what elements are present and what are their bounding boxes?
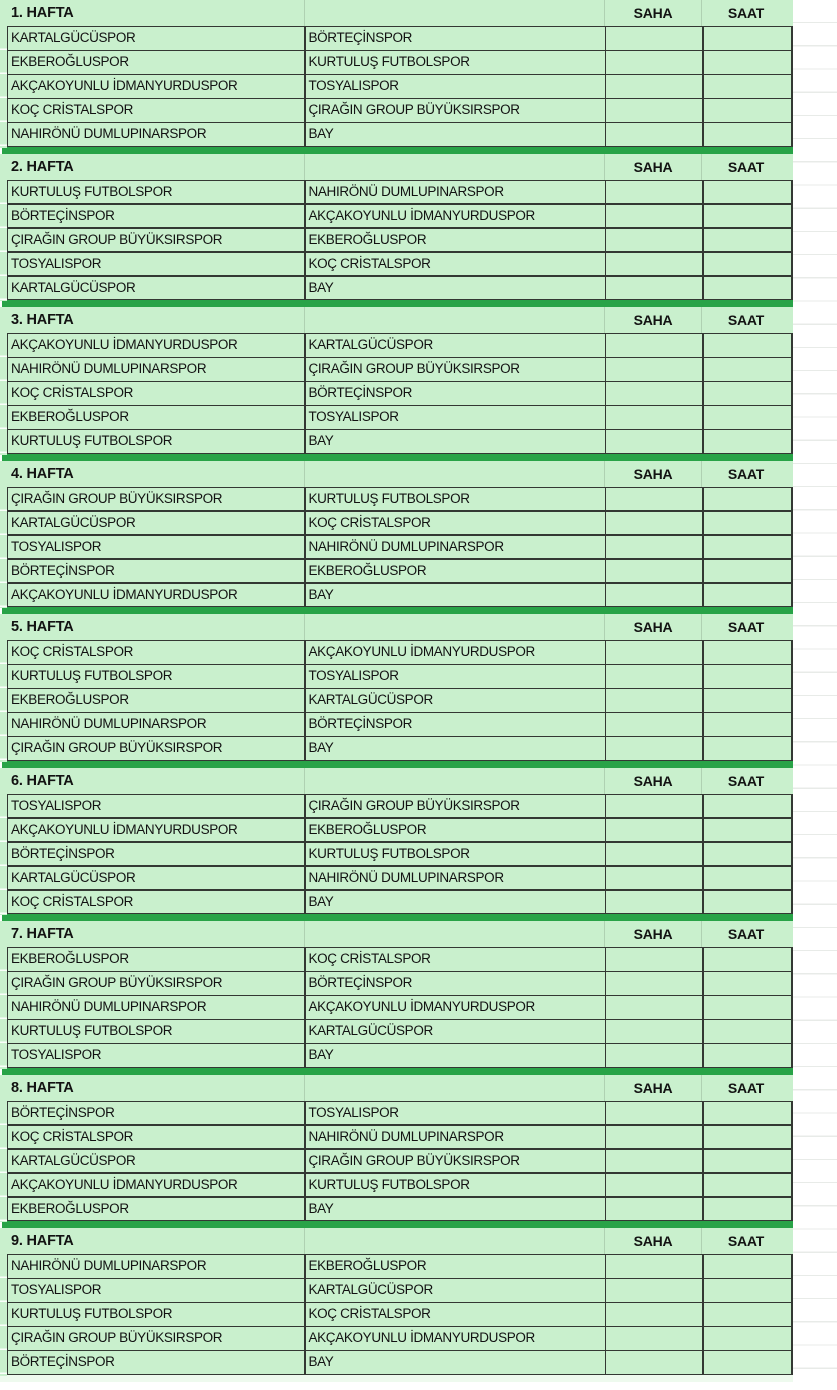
saat-cell[interactable] bbox=[704, 737, 792, 760]
week-separator-bar bbox=[2, 914, 793, 921]
home-team-cell[interactable]: EKBEROĞLUSPOR bbox=[8, 51, 304, 74]
saha-cell[interactable] bbox=[606, 819, 702, 842]
saha-cell[interactable] bbox=[606, 536, 702, 559]
away-team-cell[interactable]: TOSYALISPOR bbox=[306, 665, 605, 688]
left-margin-column bbox=[0, 333, 7, 455]
saat-column-header: SAAT bbox=[727, 619, 765, 635]
saat-column-header: SAAT bbox=[727, 465, 765, 482]
left-margin-column bbox=[0, 26, 7, 148]
saha-cell[interactable] bbox=[606, 1126, 702, 1149]
away-team-cell[interactable]: AKÇAKOYUNLU İDMANYURDUSPOR bbox=[306, 641, 605, 664]
away-team-cell[interactable]: BAY bbox=[306, 430, 605, 453]
away-team-cell[interactable]: KURTULUŞ FUTBOLSPOR bbox=[306, 843, 605, 866]
saha-cell[interactable] bbox=[606, 488, 702, 511]
saha-cell[interactable] bbox=[606, 795, 702, 818]
home-team-cell[interactable]: KARTALGÜCÜSPOR bbox=[8, 867, 304, 890]
saat-cell[interactable] bbox=[704, 51, 792, 74]
saha-cell[interactable] bbox=[606, 1351, 702, 1374]
saat-cell[interactable] bbox=[704, 996, 792, 1019]
away-team-cell[interactable]: BAY bbox=[306, 891, 605, 914]
home-team-cell[interactable]: NAHIRÖNÜ DUMLUPINARSPOR bbox=[8, 123, 304, 146]
week-rows bbox=[7, 26, 793, 147]
home-team-cell[interactable]: KOÇ CRİSTALSPOR bbox=[8, 99, 304, 122]
home-team-cell[interactable]: KOÇ CRİSTALSPOR bbox=[8, 891, 304, 914]
saat-cell[interactable] bbox=[704, 1255, 792, 1278]
week-header-row[interactable] bbox=[0, 307, 793, 333]
saat-cell[interactable] bbox=[704, 382, 792, 405]
saat-cell[interactable] bbox=[704, 1351, 792, 1374]
saat-cell[interactable] bbox=[704, 27, 792, 50]
saha-cell[interactable] bbox=[606, 205, 702, 228]
saha-cell[interactable] bbox=[606, 737, 702, 760]
saat-cell[interactable] bbox=[704, 1102, 792, 1125]
saat-cell[interactable] bbox=[704, 75, 792, 98]
week-header-row[interactable] bbox=[0, 614, 793, 640]
away-team-cell[interactable]: KURTULUŞ FUTBOLSPOR bbox=[306, 51, 605, 74]
home-team-cell[interactable]: BÖRTEÇİNSPOR bbox=[8, 1102, 304, 1125]
home-team-cell[interactable]: KOÇ CRİSTALSPOR bbox=[8, 641, 304, 664]
saha-cell[interactable] bbox=[606, 430, 702, 453]
saat-cell[interactable] bbox=[704, 334, 792, 357]
week-block bbox=[0, 614, 793, 768]
saat-cell[interactable] bbox=[704, 430, 792, 453]
saha-cell[interactable] bbox=[606, 996, 702, 1019]
week-separator-bar bbox=[2, 607, 793, 614]
week-rows bbox=[7, 1254, 793, 1375]
week-separator-bar bbox=[2, 147, 793, 154]
saat-cell[interactable] bbox=[704, 229, 792, 252]
away-team-cell[interactable]: KARTALGÜCÜSPOR bbox=[306, 1020, 605, 1043]
saha-cell[interactable] bbox=[606, 1020, 702, 1043]
left-margin-column bbox=[0, 640, 7, 762]
week-title: 7. HAFTA bbox=[11, 926, 74, 942]
saha-cell[interactable] bbox=[606, 406, 702, 429]
week-rows bbox=[7, 333, 793, 454]
week-block bbox=[0, 1228, 793, 1382]
home-team-cell[interactable]: BÖRTEÇİNSPOR bbox=[8, 1351, 304, 1374]
away-team-cell[interactable]: KOÇ CRİSTALSPOR bbox=[306, 948, 605, 971]
saat-cell[interactable] bbox=[704, 795, 792, 818]
away-team-cell[interactable]: KOÇ CRİSTALSPOR bbox=[306, 512, 605, 535]
week-block bbox=[0, 921, 793, 1075]
saat-cell[interactable] bbox=[704, 1279, 792, 1302]
saat-column-header: SAAT bbox=[727, 1233, 765, 1249]
week-rows bbox=[7, 1101, 793, 1222]
home-team-cell[interactable]: KURTULUŞ FUTBOLSPOR bbox=[8, 430, 304, 453]
saha-cell[interactable] bbox=[606, 253, 702, 276]
away-team-cell[interactable]: ÇIRAĞIN GROUP BÜYÜKSIRSPOR bbox=[306, 358, 605, 381]
saat-cell[interactable] bbox=[704, 123, 792, 146]
home-team-cell[interactable]: TOSYALISPOR bbox=[8, 536, 304, 559]
week-header-row[interactable] bbox=[0, 1075, 793, 1101]
saha-cell[interactable] bbox=[606, 229, 702, 252]
away-team-cell[interactable]: BÖRTEÇİNSPOR bbox=[306, 382, 605, 405]
home-team-cell[interactable]: NAHIRÖNÜ DUMLUPINARSPOR bbox=[8, 996, 304, 1019]
away-team-cell[interactable]: ÇIRAĞIN GROUP BÜYÜKSIRSPOR bbox=[306, 99, 605, 122]
left-margin-column bbox=[0, 947, 7, 1069]
away-team-cell[interactable]: KOÇ CRİSTALSPOR bbox=[306, 1303, 605, 1326]
home-team-cell[interactable]: TOSYALISPOR bbox=[8, 1279, 304, 1302]
saha-column-header: SAHA bbox=[633, 312, 673, 328]
away-team-cell[interactable]: BÖRTEÇİNSPOR bbox=[306, 972, 605, 995]
away-team-cell[interactable]: EKBEROĞLUSPOR bbox=[306, 560, 605, 583]
saha-cell[interactable] bbox=[606, 181, 702, 204]
saat-column-header: SAAT bbox=[727, 1079, 765, 1096]
away-team-cell[interactable]: KOÇ CRİSTALSPOR bbox=[306, 253, 605, 276]
saha-cell[interactable] bbox=[606, 358, 702, 381]
home-team-cell[interactable]: KURTULUŞ FUTBOLSPOR bbox=[8, 1020, 304, 1043]
week-rows bbox=[7, 180, 793, 301]
home-team-cell[interactable]: KURTULUŞ FUTBOLSPOR bbox=[8, 665, 304, 688]
home-team-cell[interactable]: ÇIRAĞIN GROUP BÜYÜKSIRSPOR bbox=[8, 229, 304, 252]
away-team-cell[interactable]: BÖRTEÇİNSPOR bbox=[306, 713, 605, 736]
cut-off-row-strip bbox=[0, 1375, 793, 1382]
home-team-cell[interactable]: KOÇ CRİSTALSPOR bbox=[8, 1126, 304, 1149]
home-team-cell[interactable]: EKBEROĞLUSPOR bbox=[8, 948, 304, 971]
saat-cell[interactable] bbox=[704, 713, 792, 736]
home-team-cell[interactable]: ÇIRAĞIN GROUP BÜYÜKSIRSPOR bbox=[8, 972, 304, 995]
home-team-cell[interactable]: TOSYALISPOR bbox=[8, 253, 304, 276]
home-team-cell[interactable]: KARTALGÜCÜSPOR bbox=[8, 277, 304, 300]
saha-cell[interactable] bbox=[606, 1279, 702, 1302]
saat-cell[interactable] bbox=[704, 488, 792, 511]
saha-cell[interactable] bbox=[606, 75, 702, 98]
away-team-cell[interactable]: BÖRTEÇİNSPOR bbox=[306, 27, 605, 50]
week-rows bbox=[7, 640, 793, 761]
saat-cell[interactable] bbox=[704, 205, 792, 228]
away-team-cell[interactable]: TOSYALISPOR bbox=[306, 1102, 605, 1125]
away-team-cell[interactable]: NAHIRÖNÜ DUMLUPINARSPOR bbox=[306, 536, 605, 559]
saat-column-header: SAAT bbox=[727, 5, 765, 21]
home-team-cell[interactable]: ÇIRAĞIN GROUP BÜYÜKSIRSPOR bbox=[8, 1327, 304, 1350]
saat-cell[interactable] bbox=[704, 1327, 792, 1350]
saha-cell[interactable] bbox=[606, 123, 702, 146]
saha-cell[interactable] bbox=[606, 665, 702, 688]
week-title: 2. HAFTA bbox=[11, 158, 74, 175]
saat-cell[interactable] bbox=[704, 1198, 792, 1221]
left-margin-column bbox=[0, 487, 7, 609]
saha-cell[interactable] bbox=[606, 1174, 702, 1197]
week-title: 5. HAFTA bbox=[11, 619, 74, 635]
saha-cell[interactable] bbox=[606, 948, 702, 971]
home-team-cell[interactable]: BÖRTEÇİNSPOR bbox=[8, 205, 304, 228]
week-title: 6. HAFTA bbox=[11, 772, 74, 789]
saha-column-header: SAHA bbox=[633, 926, 673, 942]
saha-cell[interactable] bbox=[606, 1102, 702, 1125]
away-team-cell[interactable]: BAY bbox=[306, 123, 605, 146]
saat-cell[interactable] bbox=[704, 512, 792, 535]
week-separator-bar bbox=[2, 1068, 793, 1075]
away-team-cell[interactable]: EKBEROĞLUSPOR bbox=[306, 229, 605, 252]
home-team-cell[interactable]: KARTALGÜCÜSPOR bbox=[8, 27, 304, 50]
saha-cell[interactable] bbox=[606, 99, 702, 122]
week-header-row[interactable] bbox=[0, 0, 793, 26]
saha-cell[interactable] bbox=[606, 1303, 702, 1326]
week-block bbox=[0, 461, 793, 615]
week-title: 9. HAFTA bbox=[11, 1233, 74, 1249]
saat-cell[interactable] bbox=[704, 689, 792, 712]
saha-cell[interactable] bbox=[606, 277, 702, 300]
week-separator-bar bbox=[2, 454, 793, 461]
week-header-row[interactable] bbox=[0, 154, 793, 180]
away-team-cell[interactable]: BAY bbox=[306, 737, 605, 760]
saha-column-header: SAHA bbox=[633, 1233, 673, 1249]
saat-cell[interactable] bbox=[704, 641, 792, 664]
saat-cell[interactable] bbox=[704, 1126, 792, 1149]
saha-cell[interactable] bbox=[606, 512, 702, 535]
week-title: 3. HAFTA bbox=[11, 312, 74, 328]
saat-cell[interactable] bbox=[704, 891, 792, 914]
left-margin-column bbox=[0, 180, 7, 302]
away-team-cell[interactable]: KARTALGÜCÜSPOR bbox=[306, 689, 605, 712]
away-team-cell[interactable]: NAHIRÖNÜ DUMLUPINARSPOR bbox=[306, 1126, 605, 1149]
home-team-cell[interactable]: ÇIRAĞIN GROUP BÜYÜKSIRSPOR bbox=[8, 488, 304, 511]
empty-grid-area bbox=[793, 0, 837, 1390]
away-team-cell[interactable]: TOSYALISPOR bbox=[306, 75, 605, 98]
saat-cell[interactable] bbox=[704, 1150, 792, 1173]
left-margin-column bbox=[0, 1254, 7, 1376]
saha-cell[interactable] bbox=[606, 867, 702, 890]
saha-cell[interactable] bbox=[606, 1327, 702, 1350]
saat-column-header: SAAT bbox=[727, 158, 765, 175]
home-team-cell[interactable]: AKÇAKOYUNLU İDMANYURDUSPOR bbox=[8, 819, 304, 842]
home-team-cell[interactable]: AKÇAKOYUNLU İDMANYURDUSPOR bbox=[8, 75, 304, 98]
saat-cell[interactable] bbox=[704, 948, 792, 971]
saat-column-header: SAAT bbox=[727, 772, 765, 789]
saha-cell[interactable] bbox=[606, 641, 702, 664]
saha-cell[interactable] bbox=[606, 382, 702, 405]
home-team-cell[interactable]: KURTULUŞ FUTBOLSPOR bbox=[8, 181, 304, 204]
home-team-cell[interactable]: ÇIRAĞIN GROUP BÜYÜKSIRSPOR bbox=[8, 737, 304, 760]
week-rows bbox=[7, 794, 793, 915]
week-separator-bar bbox=[2, 1221, 793, 1228]
saha-cell[interactable] bbox=[606, 334, 702, 357]
left-margin-column bbox=[0, 794, 7, 916]
away-team-cell[interactable]: AKÇAKOYUNLU İDMANYURDUSPOR bbox=[306, 1327, 605, 1350]
saha-cell[interactable] bbox=[606, 689, 702, 712]
home-team-cell[interactable]: EKBEROĞLUSPOR bbox=[8, 406, 304, 429]
saha-column-header: SAHA bbox=[633, 465, 673, 482]
away-team-cell[interactable]: KARTALGÜCÜSPOR bbox=[306, 1279, 605, 1302]
saha-cell[interactable] bbox=[606, 560, 702, 583]
week-rows bbox=[7, 947, 793, 1068]
week-block bbox=[0, 1075, 793, 1229]
home-team-cell[interactable]: BÖRTEÇİNSPOR bbox=[8, 843, 304, 866]
saha-cell[interactable] bbox=[606, 843, 702, 866]
saat-cell[interactable] bbox=[704, 584, 792, 607]
home-team-cell[interactable]: AKÇAKOYUNLU İDMANYURDUSPOR bbox=[8, 584, 304, 607]
saha-column-header: SAHA bbox=[633, 1079, 673, 1096]
saha-cell[interactable] bbox=[606, 1150, 702, 1173]
saat-cell[interactable] bbox=[704, 1303, 792, 1326]
away-team-cell[interactable]: AKÇAKOYUNLU İDMANYURDUSPOR bbox=[306, 205, 605, 228]
week-title: 1. HAFTA bbox=[11, 5, 74, 21]
saat-column-header: SAAT bbox=[727, 312, 765, 328]
saha-column-header: SAHA bbox=[633, 619, 673, 635]
week-header-row[interactable] bbox=[0, 921, 793, 947]
away-team-cell[interactable]: KARTALGÜCÜSPOR bbox=[306, 334, 605, 357]
saat-cell[interactable] bbox=[704, 358, 792, 381]
week-title: 8. HAFTA bbox=[11, 1079, 74, 1096]
away-team-cell[interactable]: BAY bbox=[306, 277, 605, 300]
home-team-cell[interactable]: EKBEROĞLUSPOR bbox=[8, 689, 304, 712]
home-team-cell[interactable]: EKBEROĞLUSPOR bbox=[8, 1198, 304, 1221]
week-rows bbox=[7, 487, 793, 608]
week-separator-bar bbox=[2, 300, 793, 307]
saat-cell[interactable] bbox=[704, 99, 792, 122]
saat-cell[interactable] bbox=[704, 867, 792, 890]
away-team-cell[interactable]: EKBEROĞLUSPOR bbox=[306, 819, 605, 842]
left-margin-column bbox=[0, 1101, 7, 1223]
away-team-cell[interactable]: KURTULUŞ FUTBOLSPOR bbox=[306, 1174, 605, 1197]
home-team-cell[interactable]: AKÇAKOYUNLU İDMANYURDUSPOR bbox=[8, 1174, 304, 1197]
saat-cell[interactable] bbox=[704, 972, 792, 995]
saat-column-header: SAAT bbox=[727, 926, 765, 942]
home-team-cell[interactable]: NAHIRÖNÜ DUMLUPINARSPOR bbox=[8, 713, 304, 736]
week-block bbox=[0, 307, 793, 461]
saat-cell[interactable] bbox=[704, 1020, 792, 1043]
saat-cell[interactable] bbox=[704, 406, 792, 429]
away-team-cell[interactable]: BAY bbox=[306, 584, 605, 607]
home-team-cell[interactable]: TOSYALISPOR bbox=[8, 795, 304, 818]
home-team-cell[interactable]: TOSYALISPOR bbox=[8, 1044, 304, 1067]
saha-cell[interactable] bbox=[606, 27, 702, 50]
saat-cell[interactable] bbox=[704, 560, 792, 583]
home-team-cell[interactable]: KARTALGÜCÜSPOR bbox=[8, 512, 304, 535]
week-title: 4. HAFTA bbox=[11, 465, 74, 482]
away-team-cell[interactable]: ÇIRAĞIN GROUP BÜYÜKSIRSPOR bbox=[306, 1150, 605, 1173]
saat-cell[interactable] bbox=[704, 819, 792, 842]
saat-cell[interactable] bbox=[704, 536, 792, 559]
home-team-cell[interactable]: AKÇAKOYUNLU İDMANYURDUSPOR bbox=[8, 334, 304, 357]
week-header-row[interactable] bbox=[0, 461, 793, 487]
home-team-cell[interactable]: KOÇ CRİSTALSPOR bbox=[8, 382, 304, 405]
away-team-cell[interactable]: TOSYALISPOR bbox=[306, 406, 605, 429]
away-team-cell[interactable]: NAHIRÖNÜ DUMLUPINARSPOR bbox=[306, 867, 605, 890]
away-team-cell[interactable]: ÇIRAĞIN GROUP BÜYÜKSIRSPOR bbox=[306, 795, 605, 818]
away-team-cell[interactable]: BAY bbox=[306, 1351, 605, 1374]
saat-cell[interactable] bbox=[704, 1174, 792, 1197]
saha-cell[interactable] bbox=[606, 1255, 702, 1278]
away-team-cell[interactable]: BAY bbox=[306, 1044, 605, 1067]
away-team-cell[interactable]: BAY bbox=[306, 1198, 605, 1221]
saha-cell[interactable] bbox=[606, 1044, 702, 1067]
home-team-cell[interactable]: BÖRTEÇİNSPOR bbox=[8, 560, 304, 583]
saha-cell[interactable] bbox=[606, 972, 702, 995]
saha-cell[interactable] bbox=[606, 584, 702, 607]
saha-column-header: SAHA bbox=[633, 772, 673, 789]
saha-cell[interactable] bbox=[606, 51, 702, 74]
home-team-cell[interactable]: KURTULUŞ FUTBOLSPOR bbox=[8, 1303, 304, 1326]
away-team-cell[interactable]: AKÇAKOYUNLU İDMANYURDUSPOR bbox=[306, 996, 605, 1019]
week-separator-bar bbox=[2, 761, 793, 768]
saat-cell[interactable] bbox=[704, 665, 792, 688]
week-block bbox=[0, 0, 793, 154]
saat-cell[interactable] bbox=[704, 181, 792, 204]
saha-column-header: SAHA bbox=[633, 158, 673, 175]
home-team-cell[interactable]: NAHIRÖNÜ DUMLUPINARSPOR bbox=[8, 358, 304, 381]
week-block bbox=[0, 768, 793, 922]
saha-cell[interactable] bbox=[606, 1198, 702, 1221]
week-block bbox=[0, 154, 793, 308]
saha-cell[interactable] bbox=[606, 713, 702, 736]
saat-cell[interactable] bbox=[704, 1044, 792, 1067]
saha-cell[interactable] bbox=[606, 891, 702, 914]
home-team-cell[interactable]: KARTALGÜCÜSPOR bbox=[8, 1150, 304, 1173]
saat-cell[interactable] bbox=[704, 277, 792, 300]
away-team-cell[interactable]: KURTULUŞ FUTBOLSPOR bbox=[306, 488, 605, 511]
away-team-cell[interactable]: NAHIRÖNÜ DUMLUPINARSPOR bbox=[306, 181, 605, 204]
home-team-cell[interactable]: NAHIRÖNÜ DUMLUPINARSPOR bbox=[8, 1255, 304, 1278]
away-team-cell[interactable]: EKBEROĞLUSPOR bbox=[306, 1255, 605, 1278]
saat-cell[interactable] bbox=[704, 843, 792, 866]
week-header-row[interactable] bbox=[0, 1228, 793, 1254]
saha-column-header: SAHA bbox=[633, 5, 673, 21]
saat-cell[interactable] bbox=[704, 253, 792, 276]
week-header-row[interactable] bbox=[0, 768, 793, 794]
